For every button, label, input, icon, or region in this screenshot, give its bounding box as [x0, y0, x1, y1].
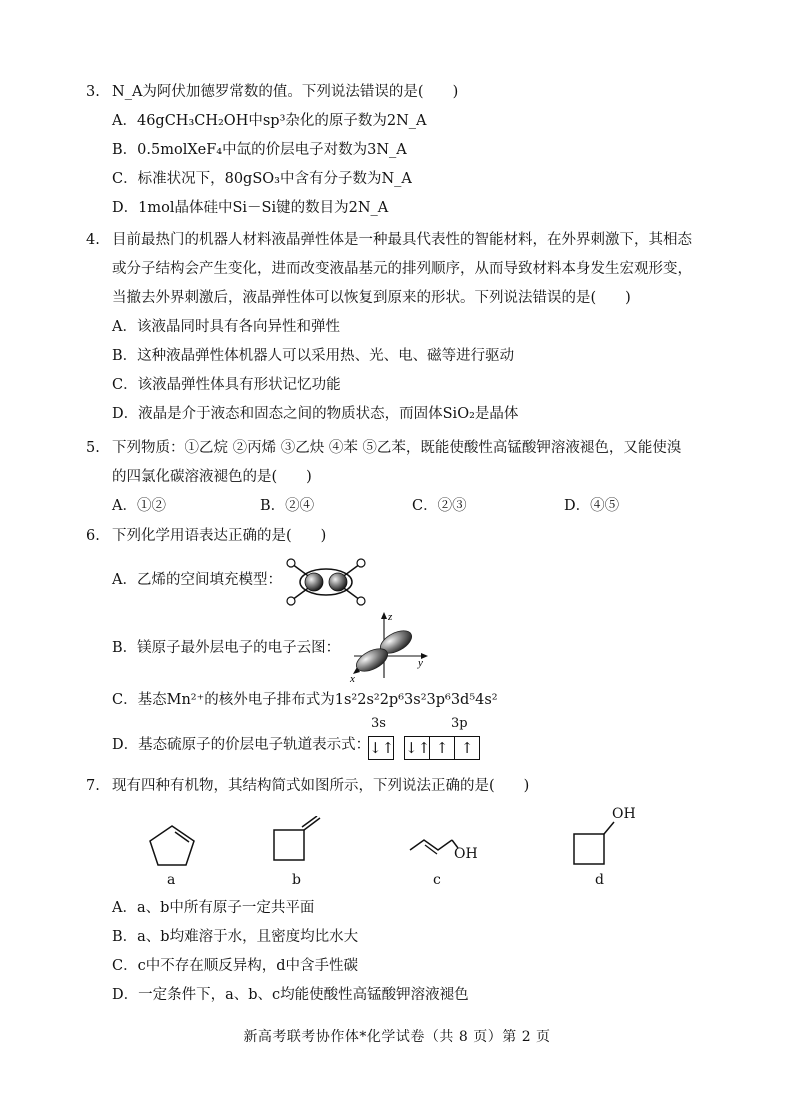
question-4	[86, 226, 726, 429]
question-number: 3.	[86, 84, 100, 100]
structure-label-d: d	[595, 872, 604, 888]
question-number: 5.	[86, 440, 100, 456]
question-number: 7.	[86, 778, 100, 794]
question-stem-line-2: 或分子结构会产生变化，进而改变液晶基元的排列顺序，从而导致材料本身发生宏观形变，	[112, 261, 692, 277]
option-b: B．a、b均难溶于水，且密度均比水大	[112, 929, 359, 945]
option-c: C．c中不存在顺反异构，d中含手性碳	[112, 958, 358, 974]
axis-y-label: y	[418, 657, 423, 669]
option-d: D．液晶是介于液态和固态之间的物质状态，而固体SiO₂是晶体	[112, 406, 519, 422]
question-stem: 下列化学用语表达正确的是( )	[112, 528, 327, 544]
question-stem-line-1: 下列物质：①乙烷 ②丙烯 ③乙炔 ④苯 ⑤乙苯，既能使酸性高锰酸钾溶液褪色，又能使溴	[112, 440, 682, 456]
option-d: D．④⑤	[564, 498, 620, 514]
question-stem: 现有四种有机物，其结构简式如图所示，下列说法正确的是( )	[112, 778, 530, 794]
p-orbital-electron-cloud-diagram	[344, 608, 434, 684]
option-d: D．一定条件下，a、b、c均能使酸性高锰酸钾溶液褪色	[112, 987, 469, 1003]
hydroxyl-label-d: OH	[612, 806, 636, 822]
orbital-label-3s: 3s	[371, 716, 386, 731]
question-stem-line-3: 当撤去外界刺激后，液晶弹性体可以恢复到原来的形状。下列说法错误的是( )	[112, 290, 631, 306]
orbital-cell-3s: ↓↑	[369, 739, 395, 757]
question-6	[86, 522, 726, 551]
option-b: B．这种液晶弹性体机器人可以采用热、光、电、磁等进行驱动	[112, 348, 515, 364]
option-a: A．乙烯的空间填充模型：	[112, 572, 282, 588]
question-7-options	[86, 894, 726, 1010]
orbital-label-3p: 3p	[451, 716, 468, 731]
ethylene-space-filling-model	[284, 556, 368, 608]
option-c: C．标准状况下，80gSO₃中含有分子数为N_A	[112, 171, 412, 187]
option-d: D．基态硫原子的价层电子轨道表示式：	[112, 737, 371, 753]
option-a: A．46gCH₃CH₂OH中sp³杂化的原子数为2N_A	[112, 113, 427, 129]
option-a: A．a、b中所有原子一定共平面	[112, 900, 315, 916]
axis-z-label: z	[388, 611, 393, 623]
question-number: 6.	[86, 528, 100, 544]
structure-d-cyclobutanol	[568, 820, 618, 866]
question-3	[86, 78, 726, 223]
option-c: C．②③	[412, 498, 467, 514]
page-footer: 新高考联考协作体*化学试卷（共 8 页）第 2 页	[243, 1029, 551, 1045]
option-b: B．0.5molXeF₄中氙的价层电子对数为3N_A	[112, 142, 407, 158]
option-c: C．该液晶弹性体具有形状记忆功能	[112, 377, 341, 393]
option-b: B．②④	[260, 498, 315, 514]
hydroxyl-label-c: OH	[454, 846, 478, 862]
question-5	[86, 434, 726, 521]
orbital-box-3p	[404, 736, 480, 760]
option-a: A．①②	[112, 498, 166, 514]
question-7	[86, 772, 726, 801]
structure-label-b: b	[292, 872, 301, 888]
question-stem-line-2: 的四氯化碳溶液褪色的是( )	[112, 469, 312, 485]
structure-b-methylenecyclobutane	[268, 816, 328, 866]
question-stem-line-1: 目前最热门的机器人材料液晶弹性体是一种最具代表性的智能材料，在外界刺激下，其相态	[112, 232, 692, 248]
question-stem: N_A为阿伏加德罗常数的值。下列说法错误的是( )	[112, 84, 459, 100]
structure-a-cyclopentene	[144, 822, 200, 868]
orbital-cell-3p-3: ↑	[460, 739, 474, 757]
structure-label-a: a	[167, 872, 176, 888]
orbital-cell-3p-2: ↑	[430, 737, 455, 759]
option-a: A．该液晶同时具有各向异性和弹性	[112, 319, 340, 335]
orbital-diagram	[368, 736, 480, 760]
option-d: D．1mol晶体硅中Si－Si键的数目为2N_A	[112, 200, 389, 216]
axis-x-label: x	[350, 673, 355, 684]
question-number: 4.	[86, 232, 100, 248]
structure-label-c: c	[433, 872, 441, 888]
orbital-cell-3p-1: ↓↑	[405, 739, 431, 757]
option-c: C．基态Mn²⁺的核外电子排布式为1s²2s²2p⁶3s²3p⁶3d⁵4s²	[112, 692, 498, 708]
option-b: B．镁原子最外层电子的电子云图：	[112, 640, 341, 656]
options-row	[112, 492, 726, 521]
orbital-box-3s	[368, 736, 394, 760]
